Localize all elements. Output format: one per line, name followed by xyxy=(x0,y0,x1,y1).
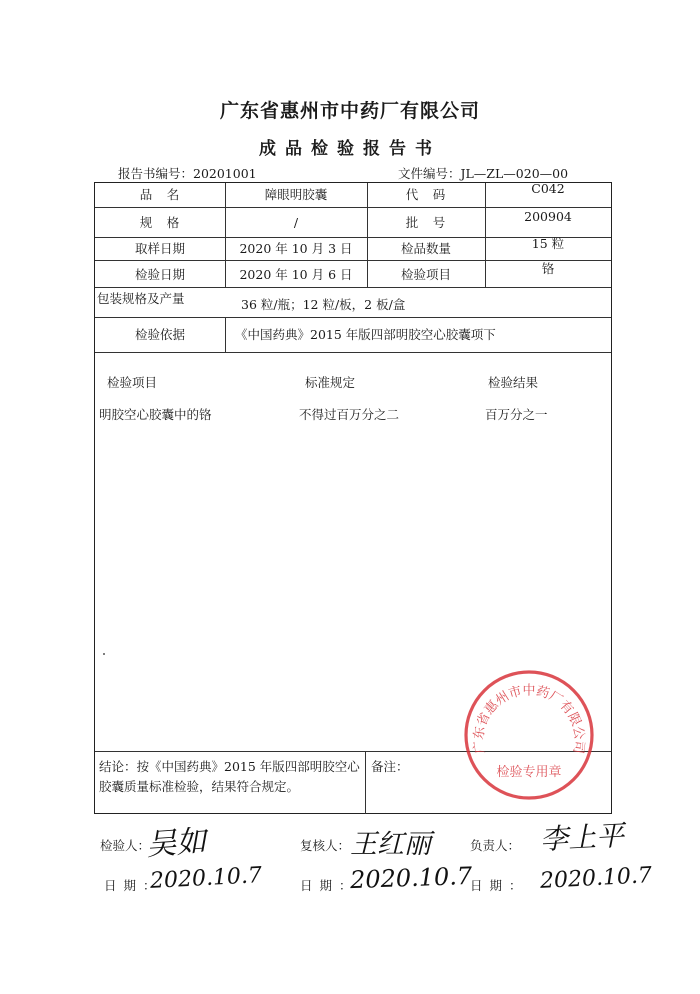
sampling-date-value: 2020 年 10 月 3 日 xyxy=(239,241,353,256)
inspector-label: 检验人： xyxy=(100,838,151,853)
packaging-value: 36 粒/瓶；12 粒/板，2 板/盒 xyxy=(241,297,406,312)
code-label: 代 码 xyxy=(405,187,447,202)
results-result: 百万分之一 xyxy=(485,407,548,422)
column-divider xyxy=(365,751,366,814)
seal-bottom-text: 检验专用章 xyxy=(496,765,562,780)
reviewer-label: 复核人： xyxy=(300,838,351,853)
test-date-value: 2020 年 10 月 6 日 xyxy=(239,267,353,282)
results-standard: 不得过百万分之二 xyxy=(299,407,400,422)
row-divider xyxy=(95,352,611,353)
reviewer-date-label: 日期： xyxy=(300,878,359,893)
product-name-label: 品 名 xyxy=(139,187,181,202)
packaging-label: 包装规格及产量 xyxy=(97,291,185,306)
row-divider xyxy=(95,317,611,318)
sample-qty-value: 15 粒 xyxy=(531,236,565,251)
results-col-result: 检验结果 xyxy=(488,375,539,390)
results-item: 明胶空心胶囊中的铬 xyxy=(99,407,212,422)
conclusion-text: 结论：按《中国药典》2015 年版四部明胶空心胶囊质量标准检验，结果符合规定。 xyxy=(99,759,360,794)
test-item-label: 检验项目 xyxy=(400,267,451,282)
test-date-label: 检验日期 xyxy=(134,267,185,282)
inspector-date-label: 日期： xyxy=(104,878,163,893)
batch-label: 批 号 xyxy=(405,215,447,230)
manager-date: 2020.10.7 xyxy=(539,863,653,894)
manager-date-label: 日期： xyxy=(470,878,529,893)
document-title: 成品检验报告书 xyxy=(259,139,441,159)
sampling-date-label: 取样日期 xyxy=(134,241,185,256)
spec-label: 规 格 xyxy=(139,215,181,230)
test-item-value: 铬 xyxy=(541,261,555,276)
scan-speck xyxy=(103,653,105,655)
manager-label: 负责人： xyxy=(470,838,521,853)
seal-arc-text: 广东省惠州市中药厂有限公司 xyxy=(471,683,587,755)
file-number: 文件编号：JL—ZL—020—00 xyxy=(398,166,569,181)
product-name-value: 障眼明胶囊 xyxy=(264,187,328,202)
reviewer-signature: 王红丽 xyxy=(350,829,431,860)
spec-value: / xyxy=(293,215,299,230)
reviewer-date: 2020.10.7 xyxy=(349,861,473,895)
results-col-item: 检验项目 xyxy=(107,375,158,390)
column-divider xyxy=(225,317,226,352)
report-number: 报告书编号：20201001 xyxy=(118,166,257,181)
manager-signature: 李上平 xyxy=(539,818,625,857)
inspection-seal xyxy=(462,668,596,802)
inspector-signature: 吴如 xyxy=(145,823,208,864)
company-name: 广东省惠州市中药厂有限公司 xyxy=(219,100,480,122)
code-value: C042 xyxy=(531,181,565,196)
results-col-standard: 标准规定 xyxy=(305,375,356,390)
batch-value: 200904 xyxy=(524,209,572,224)
basis-value: 《中国药典》2015 年版四部明胶空心胶囊项下 xyxy=(235,327,496,342)
sample-qty-label: 检品数量 xyxy=(400,241,451,256)
inspector-date: 2020.10.7 xyxy=(149,863,263,894)
basis-label: 检验依据 xyxy=(134,327,185,342)
row-divider xyxy=(95,287,611,288)
remark-label: 备注： xyxy=(371,759,409,774)
